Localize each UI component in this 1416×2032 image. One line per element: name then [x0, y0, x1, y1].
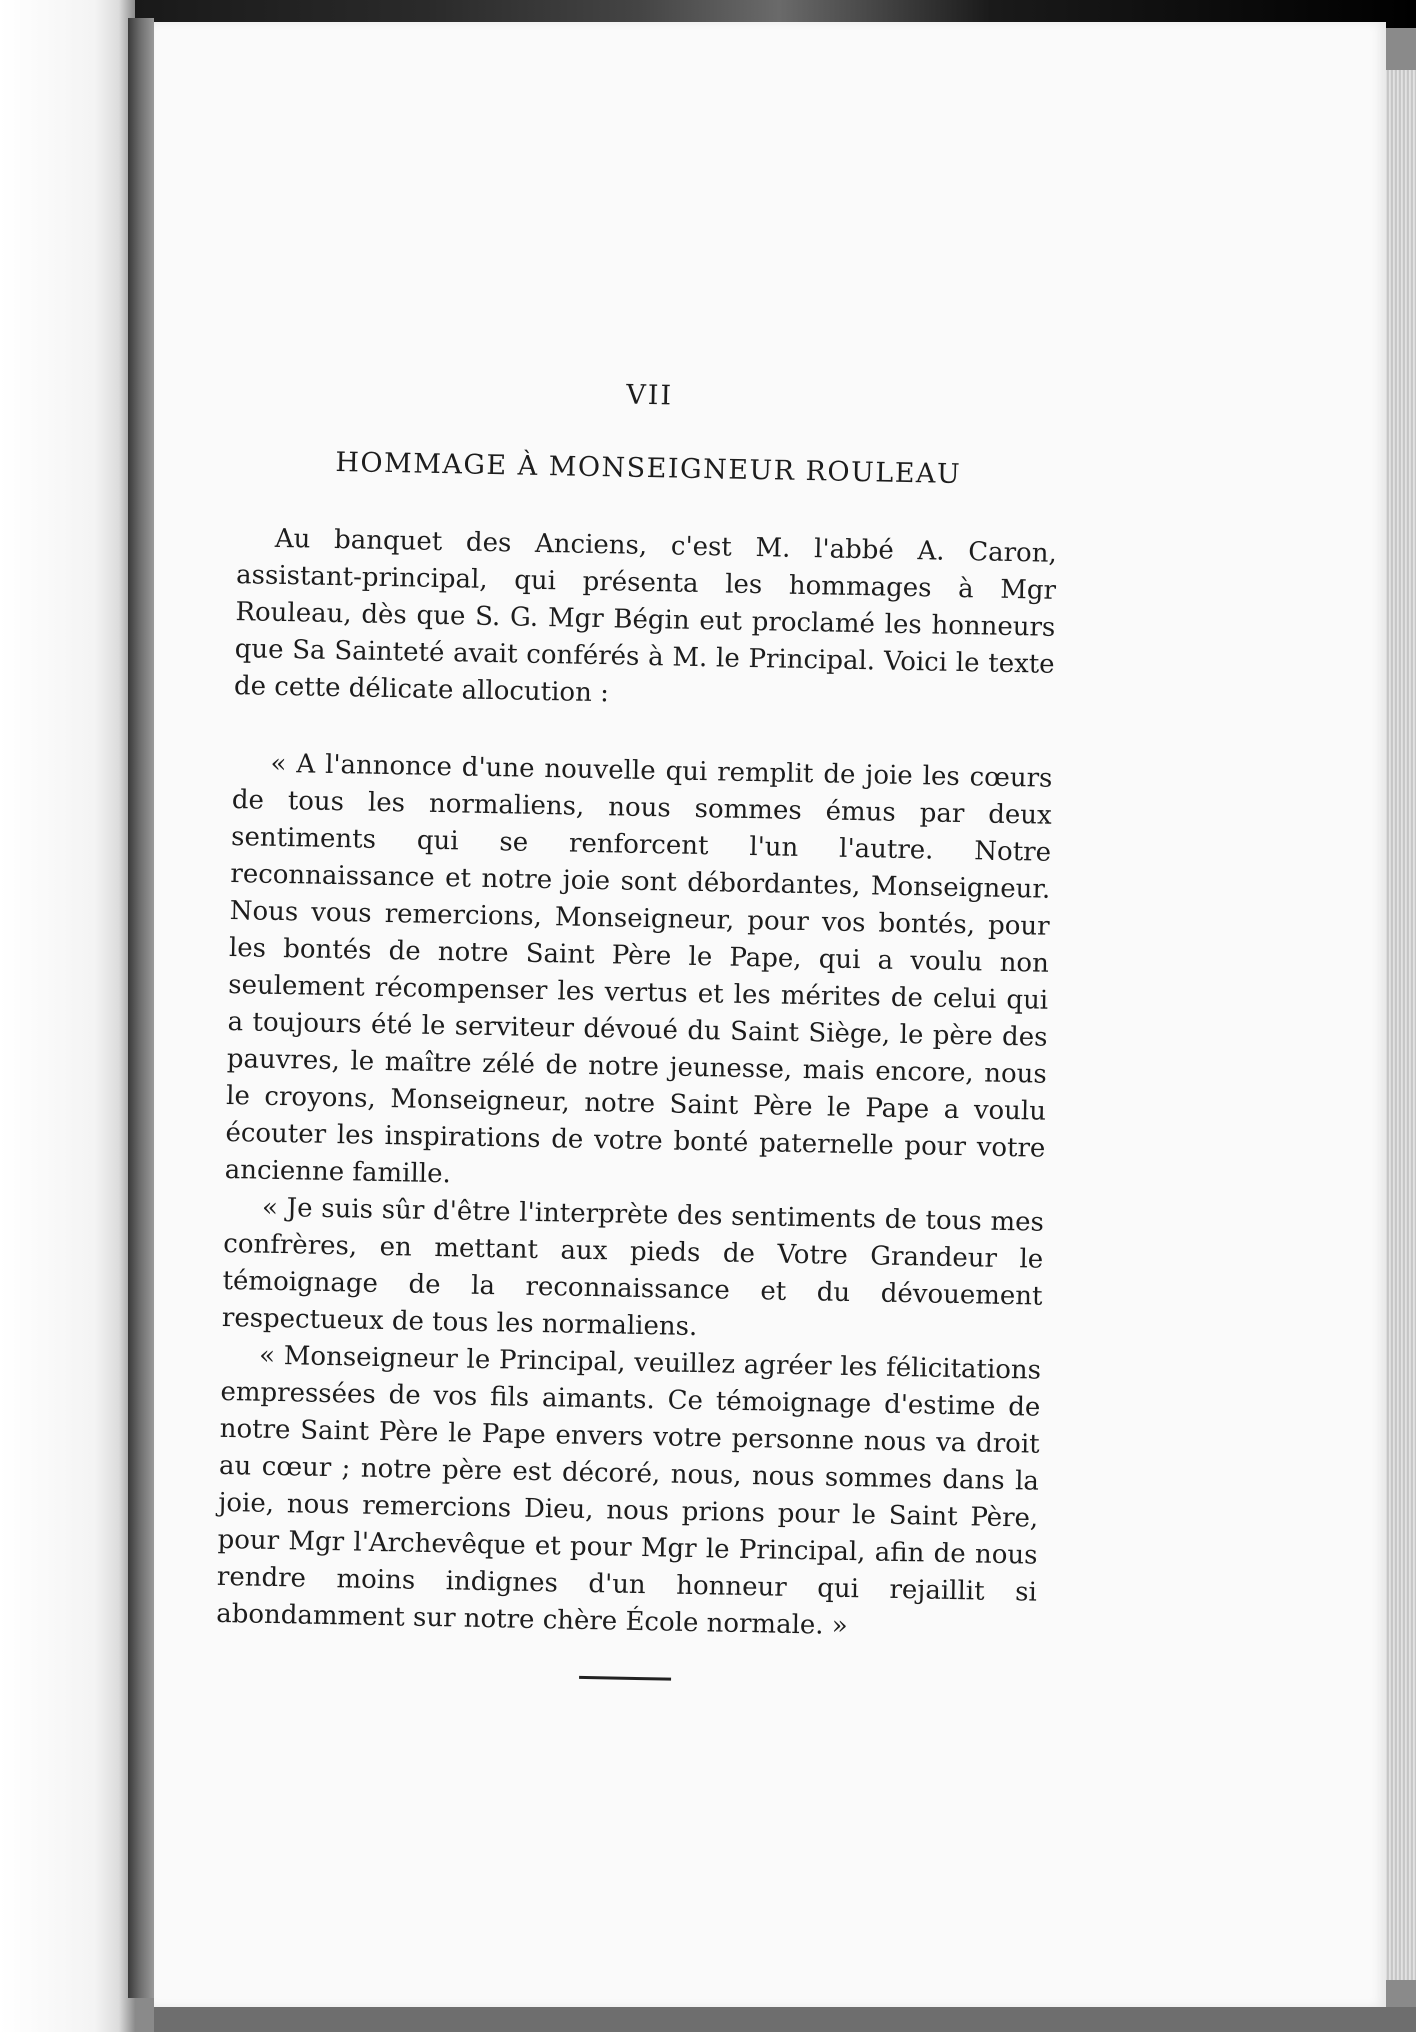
speech-paragraph: « A l'annonce d'une nouvelle qui remplit de joie les cœurs de tous les normaliens, nous sommes émus par deux sentiments qui se renforcent l'un l'autre. Notre reconnaissance et notre joie sont débordantes, Monseigneur. Nous vous remercions, Monseigneur, pour vos bontés, pour les bontés de notre Saint Père le Pape, qui a voulu non seulement récompenser les vertus et les mérites de celui qui a toujours été le serviteur dévoué du Saint Siège, le père des pauvres, le maître zélé de notre jeunesse, mais encore, nous le croyons, Monseigneur, notre Saint Père le Pape a voulu écouter les inspirations de votre bonté paternelle pour votre ancienne famille.	[224, 748, 1053, 1190]
chapter-title: HOMMAGE À MONSEIGNEUR ROULEAU	[335, 446, 962, 490]
scan-bottom-strip	[154, 2007, 1416, 2032]
facing-page-edge	[0, 0, 135, 2032]
intro-paragraph: Au banquet des Anciens, c'est M. l'abbé A. Caron, assistant-principal, qui présenta les hommages à Mgr Rouleau, dès que S. G. Mgr Bégin eut proclamé les honneurs que Sa Sainteté avait conférés à M. le Principal. Voici le texte de cette délicate allocution :	[233, 523, 1058, 709]
page-stack-edge	[1386, 70, 1416, 1980]
page-content	[215, 372, 1060, 1688]
speech-paragraph: « Je suis sûr d'être l'interprète des sentiments de tous mes confrères, en mettant aux pieds de Votre Grandeur le témoignage de la reconnaissance et du dévouement respectueux de tous les normaliens.	[221, 1192, 1045, 1343]
book-spine	[128, 18, 154, 1998]
speech-paragraph: « Monseigneur le Principal, veuillez agréer les félicitations empressées de vos fils aimants. Ce témoignage d'estime de notre Saint Père le Pape envers votre personne nous va droit au cœur ; notre père est décoré, nous, nous sommes dans la joie, nous remercions Dieu, nous prions pour le Saint Père, pour Mgr l'Archevêque et pour Mgr le Principal, afin de nous rendre moins indignes d'un honneur qui rejaillit si abondamment sur notre chère École normale. »	[215, 1340, 1042, 1642]
chapter-number: VII	[625, 379, 674, 412]
